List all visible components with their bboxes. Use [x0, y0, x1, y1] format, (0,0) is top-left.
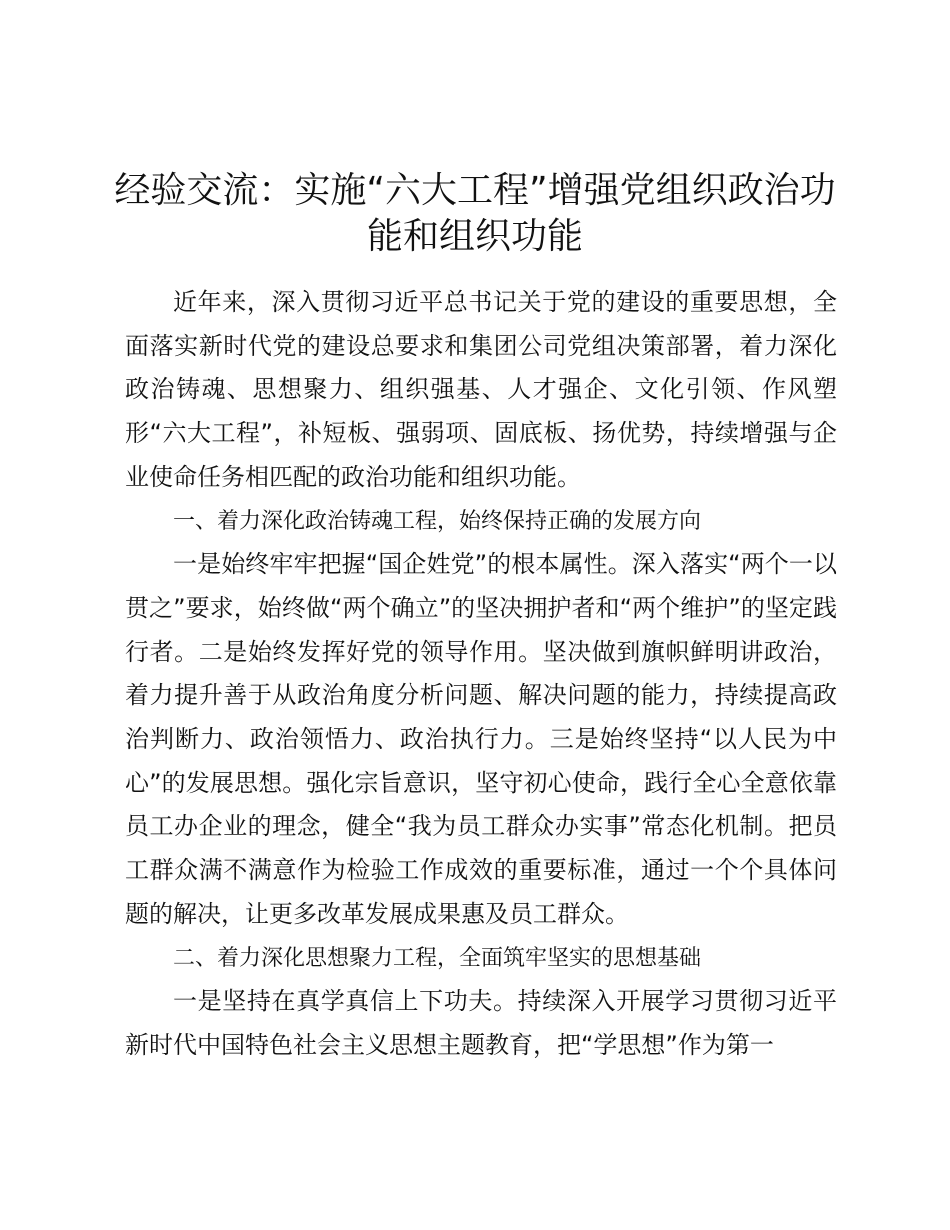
- section-2-paragraph: 一是坚持在真学真信上下功夫。持续深入开展学习贯彻习近平新时代中国特色社会主义思想主题教育，把“学思想”作为第一: [125, 987, 837, 1059]
- intro-paragraph: 近年来，深入贯彻习近平总书记关于党的建设的重要思想，全面落实新时代党的建设总要求和集团公司党组决策部署，着力深化政治铸魂、思想聚力、组织强基、人才强企、文化引领、作风塑形“六大工程”，补短板、强弱项、固底板、扬优势，持续增强与企业使命任务相匹配的政治功能和组织功能。: [125, 288, 837, 491]
- section-heading-1: 一、着力深化政治铸魂工程，始终保持正确的发展方向: [173, 508, 702, 534]
- document-body: [125, 281, 837, 1068]
- section-heading-2: 二、着力深化思想聚力工程，全面筑牢坚实的思想基础: [173, 945, 702, 971]
- section-1-paragraph: 一是始终牢牢把握“国企姓党”的根本属性。深入落实“两个一以贯之”要求，始终做“两个确立”的坚决拥护者和“两个维护”的坚定践行者。二是始终发挥好党的领导作用。坚决做到旗帜鲜明讲政治，着力提升善于从政治角度分析问题、解决问题的能力，持续提高政治判断力、政治领悟力、政治执行力。三是始终坚持“以人民为中心”的发展思想。强化宗旨意识，坚守初心使命，践行全心全意依靠员工办企业的理念，健全“我为员工群众办实事”常态化机制。把员工群众满不满意作为检验工作成效的重要标准，通过一个个具体问题的解决，让更多改革发展成果惠及员工群众。: [125, 550, 837, 928]
- document-title: 经验交流：实施“六大工程”增强党组织政治功能和组织功能: [114, 170, 836, 257]
